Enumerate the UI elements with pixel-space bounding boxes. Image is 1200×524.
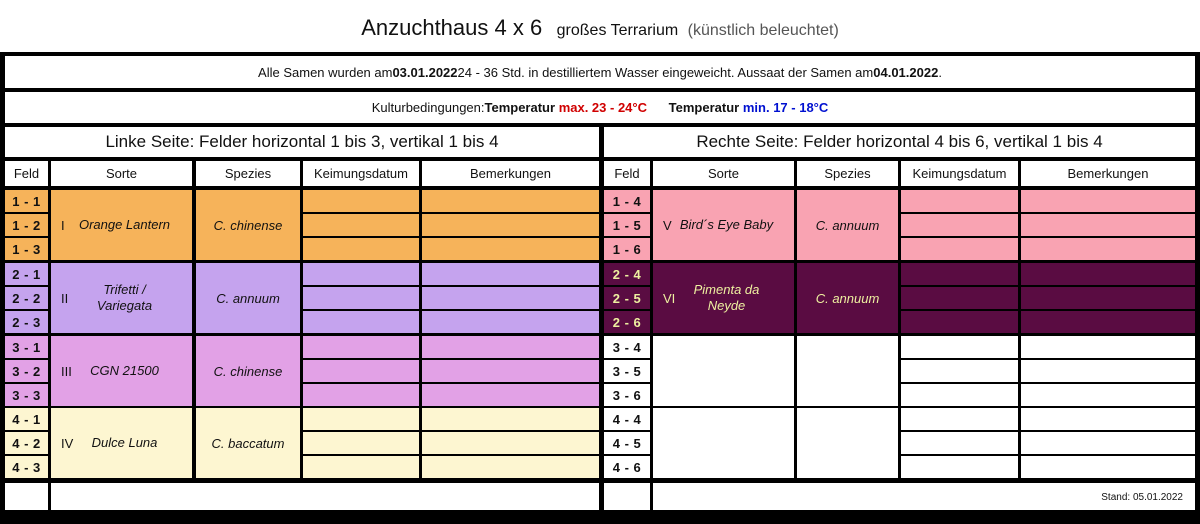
feld-cell: 2 - 1 xyxy=(5,263,48,285)
left-sorte-cell xyxy=(51,408,192,478)
right-header-sorte: Sorte xyxy=(653,161,794,186)
keimungsdatum-cell[interactable] xyxy=(303,360,419,382)
right-spezies-cell: C. annuum xyxy=(797,263,898,333)
variety-name: Bird´s Eye Baby xyxy=(679,217,774,232)
feld-cell: 2 - 4 xyxy=(604,263,650,285)
left-sorte-cell xyxy=(51,336,192,406)
page-title xyxy=(0,0,1200,52)
planting-table xyxy=(0,52,1200,524)
feld-cell: 4 - 5 xyxy=(604,432,650,454)
bemerkungen-cell[interactable] xyxy=(1021,408,1195,430)
right-spezies-cell xyxy=(797,408,898,478)
keimungsdatum-cell[interactable] xyxy=(303,384,419,406)
feld-cell: 4 - 3 xyxy=(5,456,48,478)
feld-cell: 2 - 2 xyxy=(5,287,48,309)
left-sorte-cell xyxy=(51,190,192,260)
variety-number: IV xyxy=(61,435,74,451)
variety-name: Dulce Luna xyxy=(91,435,158,450)
feld-cell: 2 - 5 xyxy=(604,287,650,309)
bemerkungen-cell[interactable] xyxy=(422,238,599,260)
bemerkungen-cell[interactable] xyxy=(422,360,599,382)
keimungsdatum-cell[interactable] xyxy=(303,263,419,285)
keimungsdatum-cell[interactable] xyxy=(303,456,419,478)
variety-number: VI xyxy=(663,290,676,306)
left-header-sorte: Sorte xyxy=(51,161,192,186)
feld-cell: 3 - 1 xyxy=(5,336,48,358)
left-footer-cell xyxy=(51,483,599,510)
info-text-1: Alle Samen wurden am xyxy=(258,64,393,80)
left-footer-feld-cell xyxy=(5,483,48,510)
feld-cell: 1 - 5 xyxy=(604,214,650,236)
info-text-3: . xyxy=(938,64,942,80)
keimungsdatum-cell[interactable] xyxy=(901,263,1018,285)
keimungsdatum-cell[interactable] xyxy=(901,214,1018,236)
keimungsdatum-cell[interactable] xyxy=(901,360,1018,382)
keimungsdatum-cell[interactable] xyxy=(303,311,419,333)
keimungsdatum-cell[interactable] xyxy=(901,336,1018,358)
feld-cell: 3 - 4 xyxy=(604,336,650,358)
variety-name: Trifetti / Variegata xyxy=(96,282,153,313)
feld-cell: 3 - 6 xyxy=(604,384,650,406)
left-section-title: Linke Seite: Felder horizontal 1 bis 3, vertikal 1 bis 4 xyxy=(5,127,599,157)
bemerkungen-cell[interactable] xyxy=(422,263,599,285)
feld-cell: 2 - 6 xyxy=(604,311,650,333)
keimungsdatum-cell[interactable] xyxy=(901,287,1018,309)
left-sorte-cell xyxy=(51,263,192,333)
left-spezies-cell: C. chinense xyxy=(196,336,300,406)
keimungsdatum-cell[interactable] xyxy=(303,190,419,212)
keimungsdatum-cell[interactable] xyxy=(303,214,419,236)
temp-max-value: max. 23 - 24°C xyxy=(558,100,647,115)
keimungsdatum-cell[interactable] xyxy=(901,432,1018,454)
bemerkungen-cell[interactable] xyxy=(1021,360,1195,382)
bemerkungen-cell[interactable] xyxy=(1021,432,1195,454)
left-header-keimungsdatum: Keimungsdatum xyxy=(303,161,419,186)
right-sorte-cell xyxy=(653,190,794,260)
keimungsdatum-cell[interactable] xyxy=(303,287,419,309)
variety-number: V xyxy=(663,217,672,233)
variety-number: III xyxy=(61,363,72,379)
bemerkungen-cell[interactable] xyxy=(1021,263,1195,285)
bemerkungen-cell[interactable] xyxy=(422,287,599,309)
keimungsdatum-cell[interactable] xyxy=(303,408,419,430)
keimungsdatum-cell[interactable] xyxy=(901,311,1018,333)
bemerkungen-cell[interactable] xyxy=(422,456,599,478)
right-header-feld: Feld xyxy=(604,161,650,186)
variety-name: Orange Lantern xyxy=(78,217,171,232)
keimungsdatum-cell[interactable] xyxy=(901,238,1018,260)
bemerkungen-cell[interactable] xyxy=(1021,311,1195,333)
variety-number: I xyxy=(61,217,65,233)
variety-number: II xyxy=(61,290,69,306)
left-spezies-cell: C. annuum xyxy=(196,263,300,333)
right-spezies-cell xyxy=(797,336,898,406)
right-sorte-cell xyxy=(653,336,794,406)
title-note: (künstlich beleuchtet) xyxy=(687,22,839,39)
bemerkungen-cell[interactable] xyxy=(1021,384,1195,406)
keimungsdatum-cell[interactable] xyxy=(901,190,1018,212)
left-header-spezies: Spezies xyxy=(196,161,300,186)
bemerkungen-cell[interactable] xyxy=(422,311,599,333)
feld-cell: 3 - 5 xyxy=(604,360,650,382)
feld-cell: 4 - 6 xyxy=(604,456,650,478)
feld-cell: 1 - 6 xyxy=(604,238,650,260)
bemerkungen-cell[interactable] xyxy=(1021,336,1195,358)
bemerkungen-cell[interactable] xyxy=(422,408,599,430)
conditions-label: Kulturbedingungen: xyxy=(371,100,485,115)
bemerkungen-cell[interactable] xyxy=(1021,238,1195,260)
right-header-keimungsdatum: Keimungsdatum xyxy=(901,161,1018,186)
variety-name: Pimenta da Neyde xyxy=(693,282,760,313)
title-main: Anzuchthaus 4 x 6 xyxy=(361,15,543,40)
feld-cell: 1 - 3 xyxy=(5,238,48,260)
soak-date: 03.01.2022 xyxy=(392,64,458,80)
feld-cell: 1 - 1 xyxy=(5,190,48,212)
right-sorte-cell xyxy=(653,263,794,333)
feld-cell: 4 - 4 xyxy=(604,408,650,430)
left-spezies-cell: C. chinense xyxy=(196,190,300,260)
right-section-title: Rechte Seite: Felder horizontal 4 bis 6, vertikal 1 bis 4 xyxy=(604,127,1195,157)
info-text-2: 24 - 36 Std. in destilliertem Wasser eingeweicht. Aussaat der Samen am xyxy=(457,64,874,80)
temp-min-value: min. 17 - 18°C xyxy=(742,100,829,115)
feld-cell: 1 - 4 xyxy=(604,190,650,212)
bemerkungen-cell[interactable] xyxy=(1021,214,1195,236)
variety-name: CGN 21500 xyxy=(90,363,159,378)
feld-cell: 4 - 1 xyxy=(5,408,48,430)
right-sorte-cell xyxy=(653,408,794,478)
left-spezies-cell: C. baccatum xyxy=(196,408,300,478)
bemerkungen-cell[interactable] xyxy=(422,384,599,406)
left-header-bemerkungen: Bemerkungen xyxy=(422,161,599,186)
title-sub: großes Terrarium xyxy=(556,22,679,39)
bemerkungen-cell[interactable] xyxy=(1021,190,1195,212)
feld-cell: 3 - 2 xyxy=(5,360,48,382)
bemerkungen-cell[interactable] xyxy=(1021,287,1195,309)
stand-date: Stand: 05.01.2022 xyxy=(653,483,1195,510)
feld-cell: 2 - 3 xyxy=(5,311,48,333)
bemerkungen-cell[interactable] xyxy=(422,336,599,358)
temp-min-label: Temperatur xyxy=(668,100,740,115)
bemerkungen-cell[interactable] xyxy=(422,214,599,236)
keimungsdatum-cell[interactable] xyxy=(303,432,419,454)
keimungsdatum-cell[interactable] xyxy=(901,384,1018,406)
feld-cell: 1 - 2 xyxy=(5,214,48,236)
keimungsdatum-cell[interactable] xyxy=(303,238,419,260)
feld-cell: 3 - 3 xyxy=(5,384,48,406)
right-header-bemerkungen: Bemerkungen xyxy=(1021,161,1195,186)
right-spezies-cell: C. annuum xyxy=(797,190,898,260)
soaking-info xyxy=(5,56,1195,88)
keimungsdatum-cell[interactable] xyxy=(303,336,419,358)
right-footer-feld-cell xyxy=(604,483,650,510)
keimungsdatum-cell[interactable] xyxy=(901,408,1018,430)
feld-cell: 4 - 2 xyxy=(5,432,48,454)
bemerkungen-cell[interactable] xyxy=(1021,456,1195,478)
sow-date: 04.01.2022 xyxy=(873,64,939,80)
left-header-feld: Feld xyxy=(5,161,48,186)
temp-max-label: Temperatur xyxy=(484,100,556,115)
bemerkungen-cell[interactable] xyxy=(422,432,599,454)
bemerkungen-cell[interactable] xyxy=(422,190,599,212)
cultivation-conditions xyxy=(5,92,1195,123)
keimungsdatum-cell[interactable] xyxy=(901,456,1018,478)
right-header-spezies: Spezies xyxy=(797,161,898,186)
